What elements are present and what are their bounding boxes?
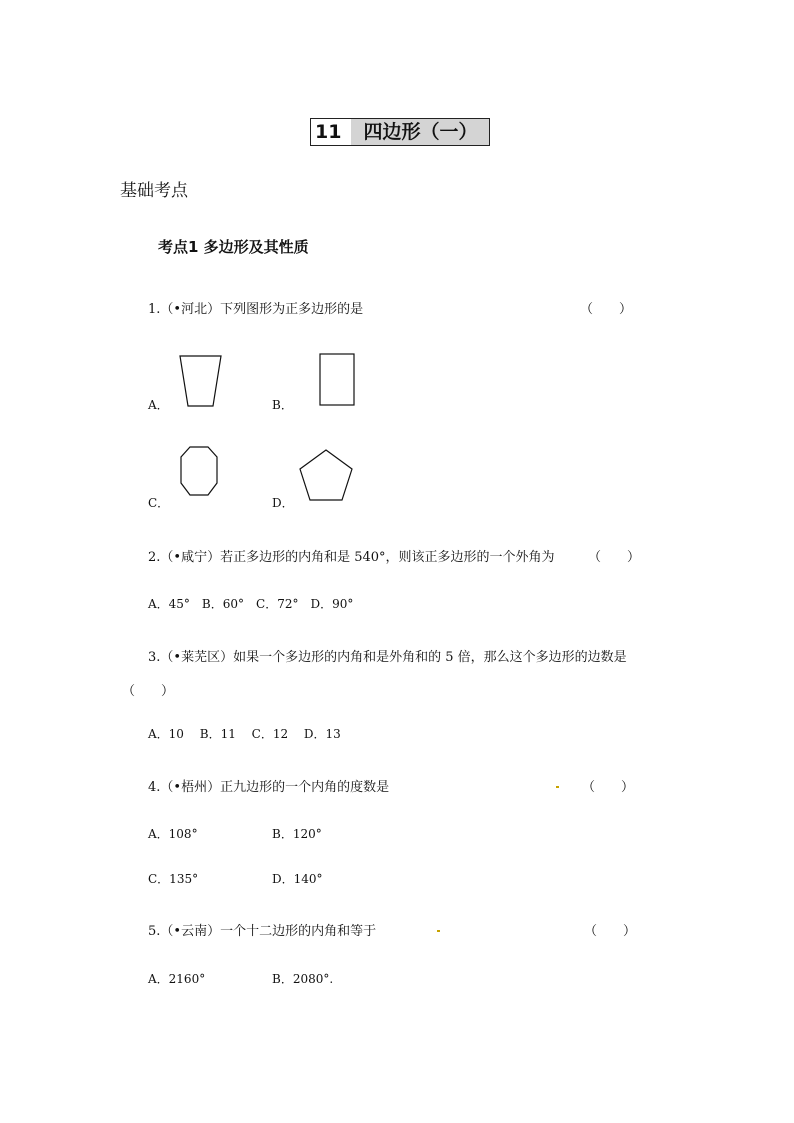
question-5-option-a: A．2160° [148, 972, 206, 986]
pentagon-icon [298, 448, 356, 504]
question-1-option-b: B． [272, 398, 293, 412]
rectangle-icon [318, 352, 358, 408]
question-1-option-a: A． [148, 398, 169, 412]
question-1-option-c: C． [148, 496, 170, 510]
question-4-option-d: D．140° [272, 872, 323, 886]
question-3-answer-bracket: （ ） [122, 684, 175, 699]
question-4-stem: 4.（•梧州）正九边形的一个内角的度数是 [148, 780, 390, 795]
section-heading: 基础考点 [120, 181, 188, 201]
chapter-title-text: 四边形（一） [351, 119, 489, 145]
question-4-answer-bracket: （ ） [582, 780, 635, 795]
question-1-stem: 1.（•河北）下列图形为正多边形的是 [148, 302, 364, 317]
question-2-answer-bracket: （ ） [588, 550, 641, 565]
question-4-option-c: C．135° [148, 872, 199, 886]
question-4-option-b: B．120° [272, 827, 322, 841]
stray-dot [556, 786, 559, 788]
chapter-title [310, 118, 490, 146]
stray-dot [437, 930, 440, 932]
question-1-answer-bracket: （ ） [580, 302, 633, 317]
question-1-option-d: D． [272, 496, 294, 510]
chapter-number: 11 [311, 119, 351, 145]
question-5-answer-bracket: （ ） [584, 924, 637, 939]
question-4-option-a: A．108° [148, 827, 198, 841]
question-3-options: A．10 B．11 C．12 D．13 [148, 727, 341, 741]
trapezoid-icon [178, 354, 224, 410]
question-2-stem: 2.（•咸宁）若正多边形的内角和是 540°，则该正多边形的一个外角为 [148, 550, 555, 565]
subsection-heading: 考点1 多边形及其性质 [158, 238, 309, 256]
question-5-stem: 5.（•云南）一个十二边形的内角和等于 [148, 924, 377, 939]
question-2-options: A．45° B．60° C．72° D．90° [148, 597, 354, 611]
question-5-option-b: B．2080°. [272, 972, 334, 986]
octagon-icon [178, 444, 222, 498]
question-3-stem: 3.（•莱芜区）如果一个多边形的内角和是外角和的 5 倍，那么这个多边形的边数是 [148, 650, 627, 665]
